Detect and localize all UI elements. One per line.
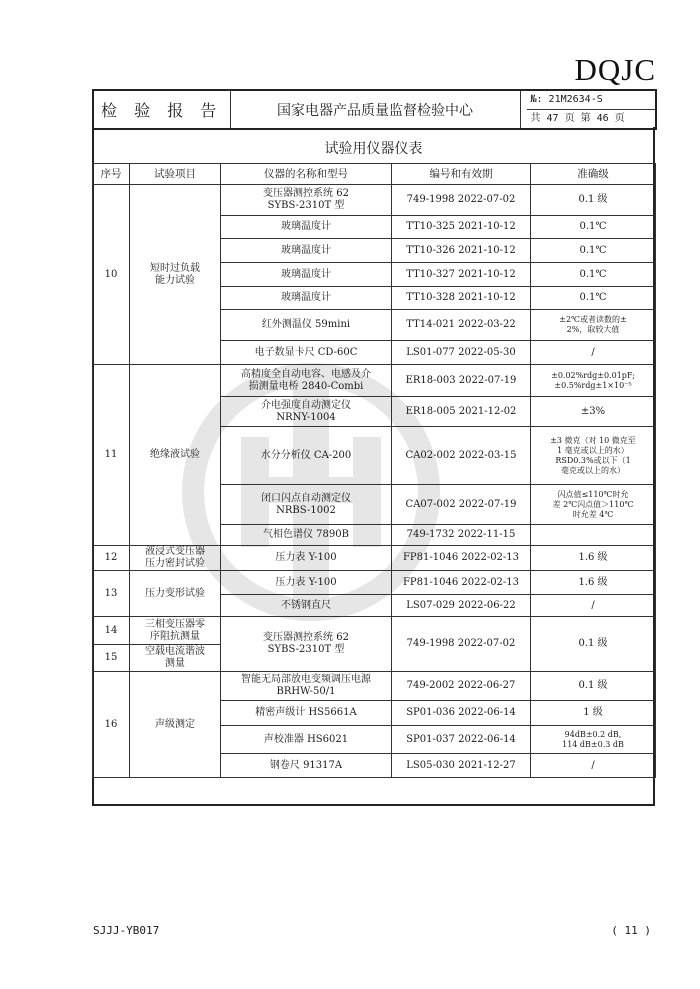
accuracy: 0.1 级 bbox=[531, 617, 656, 672]
col-header-item: 试验项目 bbox=[130, 164, 221, 185]
accuracy: 闪点值≤110℃时允 差 2℃闪点值＞110℃ 时允差 4℃ bbox=[531, 485, 656, 525]
code-validity: LS01-077 2022-05-30 bbox=[392, 341, 531, 365]
instrument-name: 红外测温仪 59mini bbox=[221, 310, 392, 341]
center-name: 国家电器产品质量监督检验中心 bbox=[230, 90, 520, 129]
table-row bbox=[93, 571, 656, 595]
code-validity: SP01-036 2022-06-14 bbox=[392, 701, 531, 726]
accuracy: / bbox=[531, 595, 656, 617]
table-title: 试验用仪器仪表 bbox=[324, 141, 423, 157]
code-validity: TT10-326 2021-10-12 bbox=[392, 239, 531, 263]
instrument-name: 声校准器 HS6021 bbox=[221, 726, 392, 754]
page-count: 共 47 页 第 46 页 bbox=[527, 109, 656, 128]
col-header-instrument: 仪器的名称和型号 bbox=[221, 164, 392, 185]
instrument-name: 玻璃温度计 bbox=[221, 263, 392, 287]
row-number: 16 bbox=[93, 672, 130, 778]
accuracy: 0.1℃ bbox=[531, 263, 656, 287]
instrument-name: 不锈钢直尺 bbox=[221, 595, 392, 617]
accuracy: 0.1℃ bbox=[531, 287, 656, 310]
instrument-name: 闭口闪点自动测定仪 NRBS-1002 bbox=[221, 485, 392, 525]
test-item: 短时过负载 能力试验 bbox=[130, 185, 221, 365]
row-number: 11 bbox=[93, 365, 130, 546]
accuracy: / bbox=[531, 341, 656, 365]
code-validity: TT10-327 2021-10-12 bbox=[392, 263, 531, 287]
instrument-name: 压力表 Y-100 bbox=[221, 546, 392, 571]
col-header-accuracy: 准确级 bbox=[531, 164, 656, 185]
report-header bbox=[92, 89, 657, 130]
code-validity: TT10-328 2021-10-12 bbox=[392, 287, 531, 310]
col-header-no: 序号 bbox=[93, 164, 130, 185]
instrument-name: 电子数显卡尺 CD-60C bbox=[221, 341, 392, 365]
page-number: ( 11 ) bbox=[611, 924, 651, 937]
code-validity: FP81-1046 2022-02-13 bbox=[392, 546, 531, 571]
test-item: 绝缘液试验 bbox=[130, 365, 221, 546]
instrument-name: 智能无局部放电变频调压电源 BRHW-50/1 bbox=[221, 672, 392, 701]
accuracy: 0.1℃ bbox=[531, 239, 656, 263]
test-item: 液浸式变压器 压力密封试验 bbox=[130, 546, 221, 571]
logo-text: DQJC bbox=[574, 52, 656, 87]
code-validity: 749-2002 2022-06-27 bbox=[392, 672, 531, 701]
code-validity: 749-1732 2022-11-15 bbox=[392, 525, 531, 546]
row-number: 15 bbox=[93, 645, 130, 672]
instrument-name: 水分分析仪 CA-200 bbox=[221, 427, 392, 485]
instrument-name: 精密声级计 HS5661A bbox=[221, 701, 392, 726]
code-validity: TT10-325 2021-10-12 bbox=[392, 216, 531, 239]
report-number: №: 21M2634-S bbox=[530, 94, 603, 105]
test-item: 声级测定 bbox=[130, 672, 221, 778]
document-code: SJJJ-YB017 bbox=[93, 924, 160, 937]
code-validity: LS05-030 2021-12-27 bbox=[392, 754, 531, 778]
instrument-name: 变压器测控系统 62 SYBS-2310T 型 bbox=[221, 617, 392, 672]
instrument-name: 玻璃温度计 bbox=[221, 287, 392, 310]
accuracy: ±3% bbox=[531, 397, 656, 427]
instrument-name: 玻璃温度计 bbox=[221, 216, 392, 239]
code-validity: FP81-1046 2022-02-13 bbox=[392, 571, 531, 595]
accuracy: / bbox=[531, 754, 656, 778]
table-row bbox=[93, 185, 656, 216]
report-meta bbox=[520, 90, 656, 129]
instrument-name: 变压器测控系统 62 SYBS-2310T 型 bbox=[221, 185, 392, 216]
table-row bbox=[93, 546, 656, 571]
table-row bbox=[93, 672, 656, 701]
instrument-table bbox=[92, 163, 656, 778]
accuracy: 1.6 级 bbox=[531, 546, 656, 571]
instrument-name: 高精度全自动电容、电感及介 损测量电桥 2840-Combi bbox=[221, 365, 392, 397]
report-label: 检 验 报 告 bbox=[93, 90, 230, 129]
code-validity: LS07-029 2022-06-22 bbox=[392, 595, 531, 617]
code-validity: 749-1998 2022-07-02 bbox=[392, 185, 531, 216]
test-item: 空载电流谐波 测量 bbox=[130, 645, 221, 672]
code-validity: 749-1998 2022-07-02 bbox=[392, 617, 531, 672]
code-validity: CA02-002 2022-03-15 bbox=[392, 427, 531, 485]
row-number: 12 bbox=[93, 546, 130, 571]
accuracy: ±0.02%rdg±0.01pF; ±0.5%rdg±1×10⁻⁵ bbox=[531, 365, 656, 397]
instrument-name: 介电强度自动测定仪 NRNY-1004 bbox=[221, 397, 392, 427]
test-item: 三相变压器零 序阻抗测量 bbox=[130, 617, 221, 645]
table-row bbox=[93, 365, 656, 397]
instrument-name: 玻璃温度计 bbox=[221, 239, 392, 263]
row-number: 14 bbox=[93, 617, 130, 645]
accuracy: ±2℃或者读数的± 2%，取较大值 bbox=[531, 310, 656, 341]
code-validity: TT14-021 2022-03-22 bbox=[392, 310, 531, 341]
instrument-name: 压力表 Y-100 bbox=[221, 571, 392, 595]
accuracy: 94dB±0.2 dB, 114 dB±0.3 dB bbox=[531, 726, 656, 754]
table-header-row bbox=[93, 164, 656, 185]
accuracy: 0.1℃ bbox=[531, 216, 656, 239]
code-validity: CA07-002 2022-07-19 bbox=[392, 485, 531, 525]
test-item: 压力变形试验 bbox=[130, 571, 221, 617]
accuracy bbox=[531, 525, 656, 546]
accuracy: 1 级 bbox=[531, 701, 656, 726]
instrument-name: 气相色谱仪 7890B bbox=[221, 525, 392, 546]
code-validity: SP01-037 2022-06-14 bbox=[392, 726, 531, 754]
accuracy: 1.6 级 bbox=[531, 571, 656, 595]
code-validity: ER18-005 2021-12-02 bbox=[392, 397, 531, 427]
accuracy: ±3 微克（对 10 微克至 1 毫克或以上的水） RSD0.3%或以下（1 毫克或以上的水） bbox=[531, 427, 656, 485]
row-number: 13 bbox=[93, 571, 130, 617]
accuracy: 0.1 级 bbox=[531, 672, 656, 701]
code-validity: ER18-003 2022-07-19 bbox=[392, 365, 531, 397]
accuracy: 0.1 级 bbox=[531, 185, 656, 216]
row-number: 10 bbox=[93, 185, 130, 365]
col-header-code-validity: 编号和有效期 bbox=[392, 164, 531, 185]
table-row bbox=[93, 617, 656, 645]
instrument-name: 钢卷尺 91317A bbox=[221, 754, 392, 778]
